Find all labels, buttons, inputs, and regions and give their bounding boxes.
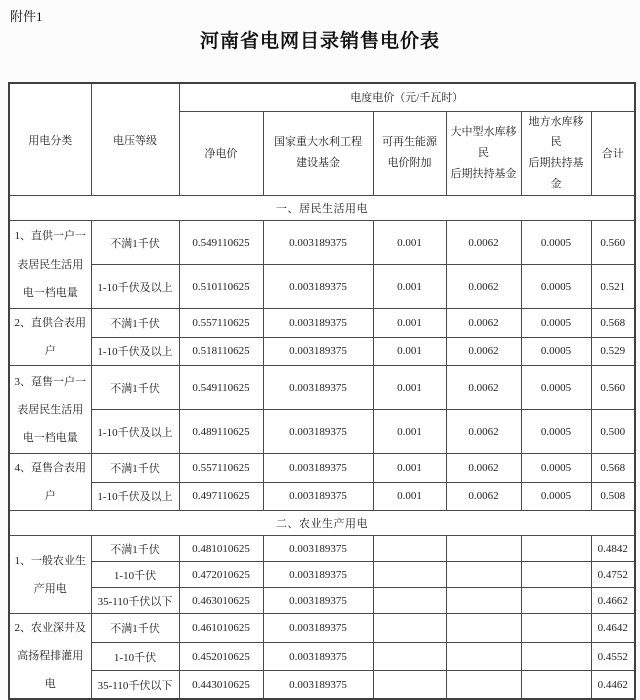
- net-price-cell: 0.510110625: [179, 265, 263, 309]
- header-usage-category: 用电分类: [9, 83, 91, 196]
- usage-category-cell: 2、农业深井及高扬程排灌用电: [9, 614, 91, 700]
- total-cell: 0.568: [591, 454, 635, 483]
- voltage-cell: 不满1千伏: [91, 614, 179, 643]
- large-reservoir-cell: [446, 642, 521, 671]
- local-reservoir-cell: 0.0005: [521, 265, 591, 309]
- water-fund-cell: 0.003189375: [263, 671, 373, 700]
- water-fund-cell: 0.003189375: [263, 410, 373, 454]
- section-label-agriculture: 二、农业生产用电: [9, 511, 635, 536]
- net-price-cell: 0.443010625: [179, 671, 263, 700]
- water-fund-cell: 0.003189375: [263, 642, 373, 671]
- net-price-cell: 0.557110625: [179, 454, 263, 483]
- local-reservoir-cell: 0.0005: [521, 337, 591, 366]
- voltage-cell: 不满1千伏: [91, 221, 179, 265]
- usage-category-cell: 4、趸售合表用户: [9, 454, 91, 511]
- local-reservoir-cell: 0.0005: [521, 482, 591, 511]
- renewable-cell: 0.001: [373, 482, 446, 511]
- voltage-cell: 1-10千伏及以上: [91, 410, 179, 454]
- large-reservoir-cell: 0.0062: [446, 221, 521, 265]
- total-cell: 0.4842: [591, 536, 635, 562]
- renewable-cell: 0.001: [373, 410, 446, 454]
- total-cell: 0.529: [591, 337, 635, 366]
- local-reservoir-cell: 0.0005: [521, 366, 591, 410]
- local-reservoir-cell: [521, 536, 591, 562]
- net-price-cell: 0.549110625: [179, 221, 263, 265]
- table-row: [9, 642, 635, 671]
- total-cell: 0.560: [591, 221, 635, 265]
- total-cell: 0.4642: [591, 614, 635, 643]
- renewable-cell: [373, 562, 446, 588]
- water-fund-cell: 0.003189375: [263, 265, 373, 309]
- header-renewable-surcharge: [373, 111, 446, 196]
- voltage-cell: 1-10千伏及以上: [91, 482, 179, 511]
- renewable-cell: [373, 671, 446, 700]
- net-price-cell: 0.497110625: [179, 482, 263, 511]
- header-net-price: 净电价: [179, 111, 263, 196]
- net-price-cell: 0.463010625: [179, 588, 263, 614]
- header-local-reservoir-line2: 后期扶持基金: [528, 157, 584, 191]
- large-reservoir-cell: 0.0062: [446, 366, 521, 410]
- voltage-cell: 1-10千伏: [91, 642, 179, 671]
- voltage-cell: 不满1千伏: [91, 536, 179, 562]
- local-reservoir-cell: 0.0005: [521, 410, 591, 454]
- table-row: [9, 265, 635, 309]
- net-price-cell: 0.549110625: [179, 366, 263, 410]
- net-price-cell: 0.461010625: [179, 614, 263, 643]
- usage-category-cell: 2、直供合表用户: [9, 309, 91, 366]
- large-reservoir-cell: [446, 562, 521, 588]
- water-fund-cell: 0.003189375: [263, 309, 373, 338]
- voltage-cell: 1-10千伏: [91, 562, 179, 588]
- total-cell: 0.4752: [591, 562, 635, 588]
- usage-category-cell: 3、趸售一户一表居民生活用电一档电量: [9, 366, 91, 454]
- net-price-cell: 0.518110625: [179, 337, 263, 366]
- local-reservoir-cell: [521, 562, 591, 588]
- water-fund-cell: 0.003189375: [263, 614, 373, 643]
- header-renewable-line2: 电价附加: [387, 157, 432, 170]
- large-reservoir-cell: [446, 588, 521, 614]
- header-total: 合计: [591, 111, 635, 196]
- local-reservoir-cell: [521, 642, 591, 671]
- header-water-fund: [263, 111, 373, 196]
- renewable-cell: 0.001: [373, 366, 446, 410]
- renewable-cell: [373, 536, 446, 562]
- large-reservoir-cell: [446, 671, 521, 700]
- header-local-reservoir-line1: 地方水库移民: [528, 115, 584, 149]
- table-row: [9, 536, 635, 562]
- renewable-cell: 0.001: [373, 221, 446, 265]
- renewable-cell: 0.001: [373, 265, 446, 309]
- table-row: [9, 482, 635, 511]
- table-row: [9, 614, 635, 643]
- voltage-cell: 1-10千伏及以上: [91, 265, 179, 309]
- local-reservoir-cell: [521, 614, 591, 643]
- water-fund-cell: 0.003189375: [263, 366, 373, 410]
- large-reservoir-cell: 0.0062: [446, 454, 521, 483]
- table-row: [9, 671, 635, 700]
- attachment-label: 附件1: [10, 9, 43, 24]
- usage-category-cell: 1、直供一户一表居民生活用电一档电量: [9, 221, 91, 309]
- total-cell: 0.500: [591, 410, 635, 454]
- renewable-cell: 0.001: [373, 309, 446, 338]
- header-local-reservoir-fund: [521, 111, 591, 196]
- local-reservoir-cell: 0.0005: [521, 309, 591, 338]
- water-fund-cell: 0.003189375: [263, 337, 373, 366]
- local-reservoir-cell: 0.0005: [521, 221, 591, 265]
- local-reservoir-cell: [521, 588, 591, 614]
- header-water-fund-line2: 建设基金: [296, 157, 340, 170]
- total-cell: 0.560: [591, 366, 635, 410]
- voltage-cell: 35-110千伏以下: [91, 671, 179, 700]
- electricity-price-table: [8, 82, 636, 700]
- table-row: [9, 309, 635, 338]
- water-fund-cell: 0.003189375: [263, 454, 373, 483]
- section-label-residential: 一、居民生活用电: [9, 196, 635, 221]
- local-reservoir-cell: [521, 671, 591, 700]
- table-row: [9, 454, 635, 483]
- voltage-cell: 35-110千伏以下: [91, 588, 179, 614]
- net-price-cell: 0.481010625: [179, 536, 263, 562]
- local-reservoir-cell: 0.0005: [521, 454, 591, 483]
- renewable-cell: 0.001: [373, 454, 446, 483]
- header-price-group: 电度电价（元/千瓦时）: [179, 83, 635, 111]
- header-large-reservoir-line2: 后期扶持基金: [450, 167, 517, 180]
- net-price-cell: 0.489110625: [179, 410, 263, 454]
- renewable-cell: [373, 614, 446, 643]
- header-water-fund-line1: 国家重大水利工程: [274, 136, 362, 149]
- renewable-cell: [373, 642, 446, 671]
- water-fund-cell: 0.003189375: [263, 482, 373, 511]
- table-row: [9, 337, 635, 366]
- section-row-agriculture: [9, 511, 635, 536]
- large-reservoir-cell: 0.0062: [446, 309, 521, 338]
- usage-category-cell: 1、一般农业生产用电: [9, 536, 91, 614]
- net-price-cell: 0.472010625: [179, 562, 263, 588]
- page-title: 河南省电网目录销售电价表: [199, 31, 440, 52]
- large-reservoir-cell: [446, 536, 521, 562]
- header-renewable-line1: 可再生能源: [382, 136, 437, 149]
- section-row-residential: [9, 196, 635, 221]
- large-reservoir-cell: 0.0062: [446, 265, 521, 309]
- table-row: [9, 588, 635, 614]
- water-fund-cell: 0.003189375: [263, 221, 373, 265]
- total-cell: 0.568: [591, 309, 635, 338]
- header-voltage-level: 电压等级: [91, 83, 179, 196]
- net-price-cell: 0.557110625: [179, 309, 263, 338]
- voltage-cell: 不满1千伏: [91, 454, 179, 483]
- header-large-reservoir-line1: 大中型水库移民: [450, 125, 517, 159]
- table-row: [9, 562, 635, 588]
- voltage-cell: 不满1千伏: [91, 366, 179, 410]
- water-fund-cell: 0.003189375: [263, 562, 373, 588]
- total-cell: 0.508: [591, 482, 635, 511]
- table-row: [9, 366, 635, 410]
- total-cell: 0.4462: [591, 671, 635, 700]
- header-row-top: [9, 83, 635, 111]
- renewable-cell: 0.001: [373, 337, 446, 366]
- table-row: [9, 410, 635, 454]
- water-fund-cell: 0.003189375: [263, 588, 373, 614]
- water-fund-cell: 0.003189375: [263, 536, 373, 562]
- voltage-cell: 不满1千伏: [91, 309, 179, 338]
- net-price-cell: 0.452010625: [179, 642, 263, 671]
- total-cell: 0.4662: [591, 588, 635, 614]
- total-cell: 0.4552: [591, 642, 635, 671]
- total-cell: 0.521: [591, 265, 635, 309]
- table-row: [9, 221, 635, 265]
- large-reservoir-cell: 0.0062: [446, 482, 521, 511]
- large-reservoir-cell: 0.0062: [446, 410, 521, 454]
- large-reservoir-cell: [446, 614, 521, 643]
- renewable-cell: [373, 588, 446, 614]
- header-large-reservoir-fund: [446, 111, 521, 196]
- voltage-cell: 1-10千伏及以上: [91, 337, 179, 366]
- large-reservoir-cell: 0.0062: [446, 337, 521, 366]
